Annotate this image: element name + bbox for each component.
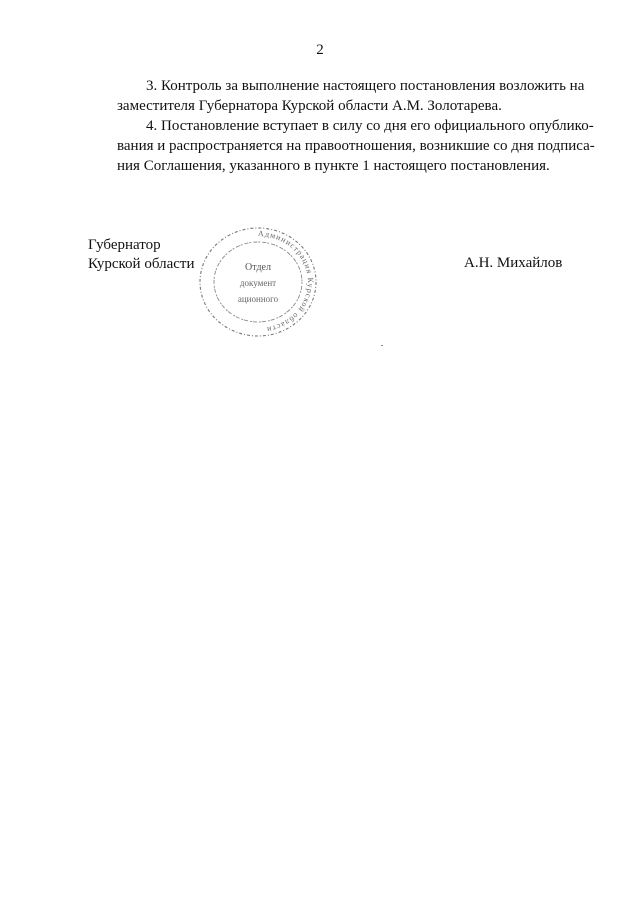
scan-speck [381, 345, 383, 346]
signatory-name: А.Н. Михайлов [464, 255, 563, 271]
position-title: Губернатор [88, 237, 161, 253]
document-body [88, 76, 595, 176]
stamp-inner-line: ационного [237, 294, 279, 304]
paragraph-line: 3. Контроль за выполнение настоящего постановления возложить на [146, 78, 585, 94]
paragraph-line: ния Соглашения, указанного в пункте 1 настоящего постановления. [117, 158, 550, 174]
signature-position [88, 236, 194, 274]
page-number: 2 [316, 42, 324, 58]
paragraph-line: 4. Постановление вступает в силу со дня его официального опублико- [146, 118, 594, 134]
paragraph-line: вания и распространяется на правоотношения, возникшие со дня подписа- [117, 138, 595, 154]
paragraph-line: заместителя Губернатора Курской области А.М. Золотарева. [117, 98, 502, 114]
official-stamp-icon [194, 224, 322, 342]
stamp-inner-line: документ [239, 278, 277, 288]
position-region: Курской области [88, 256, 195, 272]
paragraph-3 [88, 76, 585, 116]
paragraph-4 [88, 116, 595, 176]
stamp-ring-text: Администрация Курской области [257, 228, 316, 335]
stamp-inner-line: Отдел [245, 262, 271, 273]
